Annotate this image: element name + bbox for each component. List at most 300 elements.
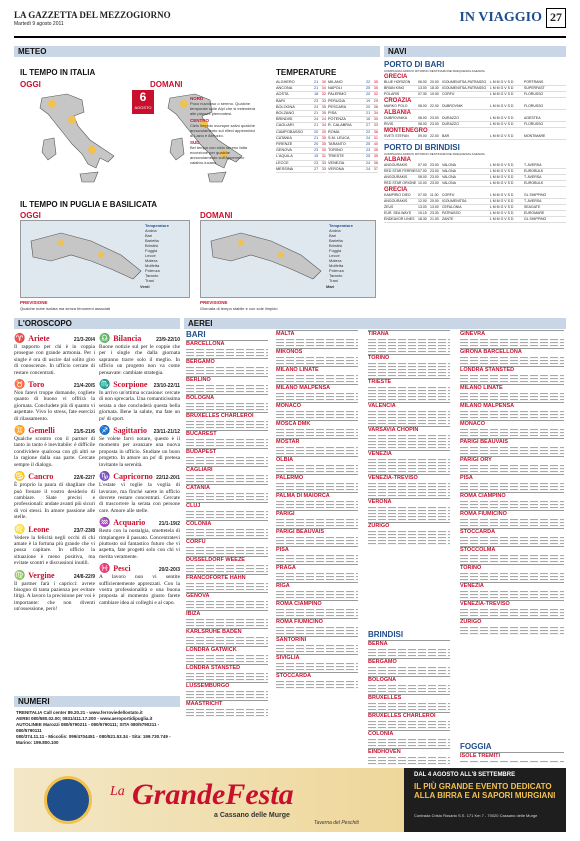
flight-schedule-row bbox=[368, 387, 450, 389]
flight-schedule-row bbox=[276, 669, 358, 671]
temperature-city: MESSINA bbox=[276, 166, 294, 171]
navi-cell: IGOUMENITSA-PATRASSO bbox=[442, 86, 487, 90]
flight-schedule-row bbox=[460, 357, 564, 359]
flight-schedule-row bbox=[186, 529, 268, 531]
masthead bbox=[14, 8, 566, 38]
puglia-city: Molfetta bbox=[329, 263, 344, 268]
navi-cell: MONTIMARE bbox=[524, 134, 546, 138]
flight-schedule-row bbox=[460, 411, 564, 413]
horoscope-sign bbox=[99, 471, 180, 514]
flight-schedule-row bbox=[460, 399, 564, 401]
temperature-min: 24 bbox=[314, 117, 319, 122]
flight-schedule-row bbox=[276, 471, 358, 473]
italy-tomorrow-label: DOMANI bbox=[150, 80, 183, 89]
flight-schedule-row bbox=[186, 370, 268, 372]
zodiac-icon: ♐ bbox=[99, 425, 111, 436]
navi-cell: L M M G V S D bbox=[490, 92, 514, 96]
flight-schedule-row bbox=[368, 345, 450, 347]
flight-destination: CLUJ bbox=[186, 502, 268, 510]
flight-schedule-row bbox=[368, 727, 450, 729]
temperature-city: FIRENZE bbox=[276, 142, 293, 147]
flight-schedule-row bbox=[186, 643, 268, 645]
flight-schedule-row bbox=[186, 568, 268, 570]
flight-schedule-row bbox=[276, 633, 358, 635]
flight-destination: CAGLIARI bbox=[186, 466, 268, 474]
flight-destination: PALMA DI MAIORCA bbox=[276, 492, 358, 500]
numeri-line: AEREI 080/580.02.00; 0831/411.17.200 - www.aeroportidipuglia.it bbox=[16, 716, 153, 721]
horoscope-sign bbox=[99, 379, 180, 422]
horoscope-sign-name: Scorpione bbox=[113, 380, 148, 390]
puglia-city: Andria bbox=[145, 228, 157, 233]
flight-destination: LONDRA STANSTED bbox=[460, 366, 564, 374]
flight-schedule-row bbox=[460, 414, 564, 416]
horoscope-sign-name: Bilancia bbox=[113, 334, 142, 343]
publication-name: LA GAZZETTA DEL MEZZOGIORNO bbox=[14, 10, 171, 20]
horoscope-text: Resto con la nostalgia, smettetela di rimpiangere il passato. Concentratevi piuttosto sul fantastico futuro che vi aspetta, fate progetti solo con chi vi merita veramente. bbox=[99, 528, 180, 560]
horoscope-sign-date: 23/11-21/12 bbox=[153, 429, 180, 436]
zodiac-icon: ♊ bbox=[14, 425, 26, 436]
temperature-max: 36 bbox=[373, 104, 379, 109]
zodiac-icon: ♉ bbox=[14, 379, 26, 390]
zodiac-icon: ♑ bbox=[99, 471, 111, 482]
flight-destination: LONDRA STANSTED bbox=[186, 664, 268, 672]
zodiac-icon: ♍ bbox=[14, 569, 26, 580]
navi-cell: CORFÙ bbox=[442, 193, 455, 197]
flight-schedule-row bbox=[368, 396, 450, 398]
horoscope-sign-header bbox=[14, 425, 95, 436]
navi-cell: L M M G V S D bbox=[490, 134, 514, 138]
flight-schedule-row bbox=[276, 435, 358, 437]
flight-destination: BUCAREST bbox=[186, 430, 268, 438]
temperature-min: 21 bbox=[314, 86, 319, 91]
flight-schedule-row bbox=[368, 670, 450, 672]
flight-destination: VALENCIA bbox=[368, 402, 450, 410]
horoscope-sign-date: 22/12-20/1 bbox=[156, 475, 180, 482]
navi-cell: 08.00 bbox=[418, 122, 427, 126]
flight-schedule-row bbox=[276, 450, 358, 452]
temperature-max: 37 bbox=[373, 166, 379, 171]
horoscope-sign-name: Ariete bbox=[28, 334, 50, 343]
flight-destination: BRUXELLES CHARLEROI bbox=[186, 412, 268, 420]
flight-schedule-row bbox=[276, 522, 358, 524]
navi-cell: 08.00 bbox=[418, 116, 427, 120]
flight-schedule-row bbox=[460, 339, 564, 341]
temperature-max: 33 bbox=[321, 98, 327, 103]
navi-cell: FLORUSSO bbox=[524, 92, 544, 96]
navi-cell: L M M G V S D bbox=[490, 163, 514, 167]
flight-destination: VERONA bbox=[368, 498, 450, 506]
flight-destination: BRUXELLES CHARLEROI bbox=[368, 712, 450, 720]
flight-destination: MALTA bbox=[276, 330, 358, 338]
puglia-city: Lecce bbox=[145, 253, 156, 258]
navi-country: GRECIA bbox=[384, 187, 408, 193]
flight-schedule-row bbox=[186, 661, 268, 663]
puglia-city: Andria bbox=[329, 228, 341, 233]
flight-schedule-row bbox=[186, 601, 268, 603]
temperature-city: TORINO bbox=[328, 148, 343, 153]
flight-destination: GENOVA bbox=[186, 592, 268, 600]
flight-destination: FRANCOFORTE HAHN bbox=[186, 574, 268, 582]
navi-cell: L M M G V S D bbox=[490, 193, 514, 197]
flight-schedule-row bbox=[368, 348, 450, 350]
flight-schedule-row bbox=[186, 535, 268, 537]
navi-cell: T. AVERSA bbox=[524, 163, 542, 167]
flight-schedule-row bbox=[460, 576, 564, 578]
flight-destination: BUDAPEST bbox=[186, 448, 268, 456]
flight-schedule-row bbox=[460, 633, 564, 635]
horoscope-sign bbox=[99, 517, 180, 560]
flight-schedule-row bbox=[186, 673, 268, 675]
navi-cell: IGOUMENITSA bbox=[442, 199, 467, 203]
numeri-line: 080/374.11.11 - Miccolis: 099/4704451 - 080/521.53.34 - Sita: 199.730.749 - Marino: 199.800.100 bbox=[16, 734, 171, 745]
flight-schedule-row bbox=[460, 609, 564, 611]
temperature-city: GENOVA bbox=[276, 148, 292, 153]
temp-heading-today: Temperature bbox=[145, 223, 169, 228]
flight-schedule-row bbox=[186, 460, 268, 462]
puglia-city: Foggia bbox=[329, 248, 342, 253]
horoscope-sign-date: 23/9-22/10 bbox=[156, 337, 180, 343]
navi-cell: 21.00 bbox=[430, 217, 439, 221]
horoscope-text: È proprio la paura di sbagliare che può frenare il vostro desiderio di cambiare. Siate precisi e professionali: andate avanti più sicuri di voi stessi. In amore passione alle stelle. bbox=[14, 482, 95, 521]
puglia-city: Barletta bbox=[329, 238, 343, 243]
advertisement-banner[interactable] bbox=[14, 768, 566, 832]
flight-schedule-row bbox=[460, 573, 564, 575]
flight-schedule-row bbox=[276, 525, 358, 527]
navi-cell: L M M G V S D bbox=[490, 211, 514, 215]
flight-schedule-row bbox=[276, 393, 358, 395]
previsione-tomorrow-text: Giornata di tempo stabile e con sole limpido bbox=[200, 306, 278, 311]
flight-schedule-row bbox=[368, 489, 450, 491]
flight-schedule-row bbox=[368, 411, 450, 413]
temperature-min: 23 bbox=[366, 148, 371, 153]
horoscope-text: Se volete farvi notare, questo è il momento per avanzare una nuova proposta in ufficio. Studiate un buon progetto. In amore un po' di pretesa invitante la serenità. bbox=[99, 436, 180, 468]
flight-schedule-row bbox=[276, 687, 358, 689]
flight-destination: BERGAMO bbox=[368, 658, 450, 666]
navi-cell: L M M G V S D bbox=[490, 122, 514, 126]
temperature-min: 21 bbox=[314, 111, 319, 116]
flight-schedule-row bbox=[368, 706, 450, 708]
flight-schedule-row bbox=[460, 558, 564, 560]
flight-schedule-row bbox=[460, 761, 564, 763]
temperature-min: 20 bbox=[314, 129, 319, 134]
flight-schedule-row bbox=[276, 411, 358, 413]
flight-schedule-row bbox=[368, 685, 450, 687]
temperature-min: 23 bbox=[314, 98, 319, 103]
flight-schedule-row bbox=[186, 637, 268, 639]
navi-brindisi-list bbox=[384, 157, 566, 223]
horoscope-text: In arrivo un'ottima occasione: cercate di non sprecarla. Una romanticissima serata a due concluderà questa bella giornata. Bene la salute, ma fate un po' di sport. bbox=[99, 390, 180, 422]
temperature-city: CATANIA bbox=[276, 135, 292, 140]
flight-destination: LUSSEMBURGO bbox=[186, 682, 268, 690]
flight-schedule-row bbox=[368, 703, 450, 705]
flight-schedule-row bbox=[460, 363, 564, 365]
flight-schedule-row bbox=[368, 393, 450, 395]
flight-destination: MOSTAR bbox=[276, 438, 358, 446]
flight-destination: VENEZIA-TREVISO bbox=[368, 474, 450, 482]
flight-schedule-row bbox=[276, 576, 358, 578]
temperature-min: 23 bbox=[314, 160, 319, 165]
flight-schedule-row bbox=[368, 447, 450, 449]
flight-schedule-row bbox=[368, 513, 450, 515]
flight-schedule-row bbox=[368, 366, 450, 368]
temp-heading-tomorrow: Temperature bbox=[329, 223, 353, 228]
flight-schedule-row bbox=[186, 571, 268, 573]
temperature-city: VERONA bbox=[328, 166, 345, 171]
flight-schedule-row bbox=[460, 489, 564, 491]
horoscope-sign-header bbox=[99, 379, 180, 390]
navi-cell: 07.30 bbox=[418, 92, 427, 96]
flight-schedule-row bbox=[186, 712, 268, 714]
flight-destination: RIGA bbox=[276, 582, 358, 590]
flight-schedule-row bbox=[276, 609, 358, 611]
flight-schedule-row bbox=[186, 619, 268, 621]
flight-schedule-row bbox=[186, 676, 268, 678]
flight-schedule-row bbox=[368, 519, 450, 521]
flight-destination: PRAGA bbox=[276, 564, 358, 572]
temperature-min: 20 bbox=[366, 92, 371, 97]
navi-row bbox=[384, 134, 566, 140]
temperature-city: PESCARA bbox=[328, 104, 347, 109]
navi-cell: GL SHIPPING bbox=[524, 193, 547, 197]
flight-schedule-row bbox=[186, 622, 268, 624]
flight-schedule-row bbox=[460, 507, 564, 509]
temperature-city: VENEZIA bbox=[328, 160, 345, 165]
flight-schedule-row bbox=[276, 381, 358, 383]
temperature-max: 30 bbox=[321, 148, 327, 153]
navi-cell: RIVIS bbox=[384, 122, 394, 126]
flight-destination: DUSSELDORF WEEZE bbox=[186, 556, 268, 564]
navi-cell: L M M G V S D bbox=[490, 181, 514, 185]
flight-schedule-row bbox=[460, 450, 564, 452]
horoscope-sign-header bbox=[14, 379, 95, 390]
flight-schedule-row bbox=[460, 537, 564, 539]
flight-schedule-row bbox=[460, 417, 564, 419]
aerei-foggia-title: FOGGIA bbox=[460, 742, 492, 751]
temperature-city: BOLOGNA bbox=[276, 104, 295, 109]
puglia-temps-tomorrow bbox=[329, 223, 375, 283]
temperature-max: 31 bbox=[373, 135, 379, 140]
flight-destination: ROMA FIUMICINO bbox=[276, 618, 358, 626]
horoscope-sign-name: Leone bbox=[28, 524, 50, 534]
flight-schedule-row bbox=[186, 589, 268, 591]
flight-schedule-row bbox=[186, 679, 268, 681]
navi-cell: 23.00 bbox=[430, 169, 439, 173]
previsione-today-text: Qualche nube isolata ma senza fenomeni associati bbox=[20, 306, 111, 311]
aerei-col-2 bbox=[276, 330, 358, 765]
puglia-city: Brindisi bbox=[329, 243, 343, 248]
flight-schedule-row bbox=[276, 501, 358, 503]
puglia-city: Bari bbox=[145, 233, 153, 238]
flight-schedule-row bbox=[368, 441, 450, 443]
navi-cell: MARKO POLO bbox=[384, 104, 408, 108]
puglia-city: Foggia bbox=[145, 248, 158, 253]
italy-today-label: OGGI bbox=[20, 80, 41, 89]
navi-cell: SEAGATE bbox=[524, 205, 541, 209]
horoscope-sign bbox=[14, 471, 95, 520]
flight-schedule-row bbox=[186, 352, 268, 354]
aerei-bari-title: BARI bbox=[186, 330, 206, 339]
flight-schedule-row bbox=[368, 673, 450, 675]
flight-schedule-row bbox=[276, 597, 358, 599]
flight-schedule-row bbox=[276, 378, 358, 380]
navi-cell: 19.00 bbox=[430, 92, 439, 96]
navi-cell: 13.00 bbox=[418, 205, 427, 209]
navi-cell: 23.00 bbox=[430, 163, 439, 167]
navi-cell: CORFÙ bbox=[442, 92, 455, 96]
navi-cell: IGOUMENITSA-PATRASSO bbox=[442, 80, 487, 84]
horoscope-sign-name: Capricorno bbox=[113, 472, 153, 482]
flight-schedule-row bbox=[186, 457, 268, 459]
temperature-max: 24 bbox=[321, 117, 327, 122]
flight-schedule-row bbox=[276, 615, 358, 617]
flight-schedule-row bbox=[368, 372, 450, 374]
flight-destination: OLBIA bbox=[276, 456, 358, 464]
flight-destination: ROMA CIAMPINO bbox=[460, 492, 564, 500]
temperature-city: TARANTO bbox=[328, 142, 346, 147]
flight-schedule-row bbox=[368, 531, 450, 533]
navi-cell: 23.00 bbox=[430, 122, 439, 126]
temperature-min: 16 bbox=[366, 117, 371, 122]
temperature-max: 30 bbox=[373, 117, 379, 122]
navi-cell: ANGOURAKIS bbox=[384, 175, 408, 179]
flight-schedule-row bbox=[460, 519, 564, 521]
flight-schedule-row bbox=[186, 550, 268, 552]
flight-schedule-row bbox=[368, 537, 450, 539]
flight-schedule-row bbox=[460, 393, 564, 395]
flight-schedule-row bbox=[460, 594, 564, 596]
temperature-max: 35 bbox=[321, 104, 327, 109]
flight-schedule-row bbox=[276, 432, 358, 434]
flight-schedule-row bbox=[186, 604, 268, 606]
navi-cell: 07.00 bbox=[418, 163, 427, 167]
temperature-min: 21 bbox=[314, 80, 319, 84]
flight-schedule-row bbox=[368, 339, 450, 341]
flight-schedule-row bbox=[460, 468, 564, 470]
navi-cell: POLARIS bbox=[384, 92, 400, 96]
zodiac-icon: ♒ bbox=[99, 517, 111, 528]
flight-schedule-row bbox=[186, 445, 268, 447]
porto-bari-title: PORTO DI BARI bbox=[384, 60, 445, 69]
puglia-city: Taranto bbox=[329, 273, 343, 278]
temperature-max: 36 bbox=[373, 160, 379, 165]
venti-today-label: Venti bbox=[140, 284, 150, 289]
horoscope-sign bbox=[14, 570, 95, 613]
flight-schedule-row bbox=[186, 403, 268, 405]
flight-destination: BRUXELLES bbox=[368, 694, 450, 702]
flight-destination: VENEZIA bbox=[368, 450, 450, 458]
temperature-min: 20 bbox=[314, 142, 319, 147]
navi-cell: 10.00 bbox=[418, 181, 427, 185]
flight-schedule-row bbox=[460, 483, 564, 485]
flight-schedule-row bbox=[460, 555, 564, 557]
temperature-max: 33 bbox=[373, 123, 379, 128]
temperature-city: POTENZA bbox=[328, 117, 346, 122]
mari-tomorrow-label: Mari bbox=[326, 284, 335, 289]
navi-cell: 13.00 bbox=[418, 86, 427, 90]
flight-destination: TORINO bbox=[368, 354, 450, 362]
flight-schedule-row bbox=[276, 555, 358, 557]
navi-cell: L M M G V S D bbox=[490, 169, 514, 173]
temperature-city: ALGHERO bbox=[276, 80, 295, 84]
puglia-city: Lecce bbox=[329, 253, 340, 258]
flight-schedule-row bbox=[460, 342, 564, 344]
flight-schedule-row bbox=[368, 342, 450, 344]
flight-schedule-row bbox=[368, 375, 450, 377]
navi-cell: PORTRANS bbox=[524, 80, 544, 84]
flight-schedule-row bbox=[276, 507, 358, 509]
flight-destination: MILANO LINATE bbox=[460, 384, 564, 392]
flight-schedule-row bbox=[186, 481, 268, 483]
navi-cell: L M M G V S D bbox=[490, 80, 514, 84]
temperature-min: 24 bbox=[366, 166, 371, 171]
flight-schedule-row bbox=[186, 409, 268, 411]
horoscope-sign-date: 20/2-20/3 bbox=[158, 567, 180, 574]
aerei-foggia-list bbox=[460, 752, 564, 766]
navi-columns-bari: COMPAGNIA ARRIVO RITORNO DESTINAZIONE FREQUENZA AGENZIA bbox=[384, 69, 485, 73]
flight-destination: PARIGI ORY bbox=[460, 456, 564, 464]
navi-cell: EUROBULK bbox=[524, 181, 544, 185]
flight-schedule-row bbox=[186, 373, 268, 375]
navi-cell: ZANTE bbox=[442, 217, 454, 221]
flight-schedule-row bbox=[460, 501, 564, 503]
temperature-min: 24 bbox=[366, 160, 371, 165]
flight-schedule-row bbox=[186, 532, 268, 534]
aerei-brindisi-list bbox=[368, 640, 450, 765]
flight-destination: KARLSRUHE BADEN bbox=[186, 628, 268, 636]
horoscope-sign-name: Pesci bbox=[113, 564, 131, 574]
flight-destination: ZURIGO bbox=[368, 522, 450, 530]
flight-destination: PARIGI bbox=[276, 510, 358, 518]
aerei-bar: AEREI bbox=[184, 318, 566, 329]
flight-schedule-row bbox=[276, 579, 358, 581]
navi-cell: 09.00 bbox=[418, 134, 427, 138]
flight-schedule-row bbox=[276, 363, 358, 365]
flight-schedule-row bbox=[276, 519, 358, 521]
flight-schedule-row bbox=[460, 360, 564, 362]
temperature-max: 31 bbox=[321, 154, 327, 159]
puglia-city-list-today bbox=[145, 228, 189, 283]
flight-schedule-row bbox=[186, 658, 268, 660]
puglia-city: Brindisi bbox=[145, 243, 159, 248]
horoscope-sign-date: 23/7-23/8 bbox=[73, 527, 95, 534]
flight-schedule-row bbox=[460, 432, 564, 434]
flight-destination: VARSAVIA CHOPIN bbox=[368, 426, 450, 434]
flight-schedule-row bbox=[276, 345, 358, 347]
temperature-min: 23 bbox=[314, 148, 319, 153]
oroscopo-col-right bbox=[99, 330, 180, 692]
temperature-min: 20 bbox=[366, 104, 371, 109]
flight-schedule-row bbox=[368, 435, 450, 437]
navi-cell: BLUE HORIZON bbox=[384, 80, 411, 84]
temperature-min: 22 bbox=[366, 80, 371, 84]
temperature-min: 25 bbox=[366, 142, 371, 147]
temperature-city: L'AQUILA bbox=[276, 154, 293, 159]
temperature-max: 32 bbox=[373, 92, 379, 97]
previsione-today-label: PREVISIONE bbox=[20, 300, 48, 305]
puglia-city: Trani bbox=[329, 278, 338, 283]
horoscope-text: Il partner farà i capricci: avrete bisogno di tanta pazienza per evitare litigi. A lavoro la precisione per voi è importante: che non diventi un'ossessione, però! bbox=[14, 580, 95, 613]
day-box-month: AGOSTO bbox=[134, 105, 152, 110]
flight-schedule-row bbox=[368, 655, 450, 657]
horoscope-text: A lavoro non vi sentite sufficientemente apprezzati. Con la vostra professionalità e una buona proposta al momento giusto farete cambiare idea ai colleghi e al capo. bbox=[99, 574, 180, 606]
temperature-city: BRINDISI bbox=[276, 117, 293, 122]
temperature-min: 22 bbox=[366, 129, 371, 134]
flight-schedule-row bbox=[368, 649, 450, 651]
navi-cell: FLORUSSO bbox=[524, 122, 544, 126]
navi-cell: 08.00 bbox=[418, 175, 427, 179]
flight-schedule-row bbox=[186, 586, 268, 588]
flight-schedule-row bbox=[368, 691, 450, 693]
